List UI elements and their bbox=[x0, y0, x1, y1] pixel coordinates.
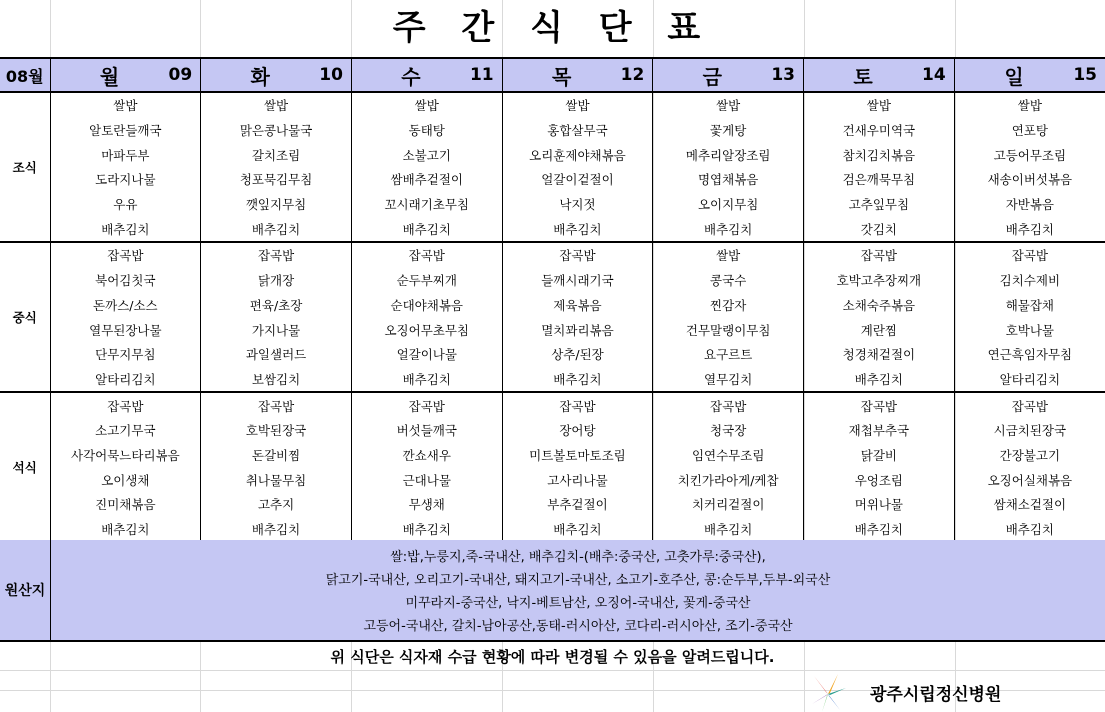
menu-item: 알타리김치 bbox=[954, 367, 1105, 393]
meal-label: 석식 bbox=[0, 392, 50, 542]
menu-item: 쌀밥 bbox=[351, 92, 502, 118]
day-header-0 bbox=[50, 58, 201, 92]
menu-item: 잡곡밥 bbox=[201, 242, 352, 268]
menu-item: 진미채볶음 bbox=[50, 492, 201, 517]
day-name: 화 bbox=[250, 64, 270, 89]
menu-item: 꽃게탕 bbox=[653, 118, 804, 143]
menu-item: 근대나물 bbox=[351, 467, 502, 492]
menu-item: 소채숙주볶음 bbox=[804, 293, 955, 318]
day-date: 15 bbox=[1073, 65, 1097, 85]
menu-item: 잡곡밥 bbox=[954, 242, 1105, 268]
menu-item: 잡곡밥 bbox=[50, 242, 201, 268]
origin-section bbox=[0, 540, 1105, 642]
origin-label: 원산지 bbox=[0, 540, 51, 640]
menu-item: 김치수제비 bbox=[954, 268, 1105, 293]
menu-item: 잡곡밥 bbox=[351, 392, 502, 418]
menu-item: 열무된장나물 bbox=[50, 317, 201, 342]
menu-item: 얼갈이겉절이 bbox=[502, 167, 653, 192]
menu-item: 갈치조림 bbox=[201, 142, 352, 167]
table-row bbox=[0, 293, 1105, 318]
menu-item: 쌈채소겉절이 bbox=[954, 492, 1105, 517]
menu-item: 과일샐러드 bbox=[201, 342, 352, 367]
menu-item: 잡곡밥 bbox=[653, 392, 804, 418]
origin-line: 닭고기-국내산, 오리고기-국내산, 돼지고기-국내산, 소고기-호주산, 콩:순두부,두부-외국산 bbox=[325, 573, 831, 588]
menu-item: 잡곡밥 bbox=[351, 242, 502, 268]
menu-item: 배추김치 bbox=[653, 216, 804, 242]
menu-item: 머위나물 bbox=[804, 492, 955, 517]
menu-item: 치커리겉절이 bbox=[653, 492, 804, 517]
menu-item: 임연수무조림 bbox=[653, 443, 804, 468]
table-row bbox=[0, 392, 1105, 418]
menu-item: 청경채겉절이 bbox=[804, 342, 955, 367]
menu-item: 낙지젓 bbox=[502, 192, 653, 217]
menu-item: 소고기무국 bbox=[50, 418, 201, 443]
menu-item: 닭갈비 bbox=[804, 443, 955, 468]
menu-item: 깐쇼새우 bbox=[351, 443, 502, 468]
menu-item: 콩국수 bbox=[653, 268, 804, 293]
menu-item: 편육/초장 bbox=[201, 293, 352, 318]
menu-item: 배추김치 bbox=[351, 367, 502, 393]
menu-item: 자반볶음 bbox=[954, 192, 1105, 217]
day-header-4 bbox=[653, 58, 804, 92]
menu-item: 동태탕 bbox=[351, 118, 502, 143]
menu-item: 취나물무침 bbox=[201, 467, 352, 492]
notice-text: 위 식단은 식자재 수급 현황에 따라 변경될 수 있음을 알려드립니다. bbox=[330, 648, 775, 666]
menu-item: 열무김치 bbox=[653, 367, 804, 393]
menu-item: 미트볼토마토조림 bbox=[502, 443, 653, 468]
menu-item: 홍합살무국 bbox=[502, 118, 653, 143]
hospital-logo-icon bbox=[808, 672, 848, 712]
menu-item: 오이생채 bbox=[50, 467, 201, 492]
menu-item: 쌀밥 bbox=[653, 92, 804, 118]
weekly-menu-table bbox=[0, 57, 1105, 543]
menu-item: 배추김치 bbox=[804, 517, 955, 543]
menu-item: 계란찜 bbox=[804, 317, 955, 342]
table-row bbox=[0, 216, 1105, 242]
page-title: 주 간 식 단 표 bbox=[392, 8, 713, 48]
day-name: 토 bbox=[853, 64, 873, 89]
menu-item: 건새우미역국 bbox=[804, 118, 955, 143]
menu-item: 깻잎지무침 bbox=[201, 192, 352, 217]
origin-lines bbox=[51, 540, 1105, 640]
day-header-5 bbox=[804, 58, 955, 92]
menu-item: 호박고추장찌개 bbox=[804, 268, 955, 293]
menu-item: 배추김치 bbox=[954, 517, 1105, 543]
menu-item: 맑은콩나물국 bbox=[201, 118, 352, 143]
menu-item: 검은깨묵무침 bbox=[804, 167, 955, 192]
day-name: 목 bbox=[551, 64, 572, 89]
menu-item: 갓김치 bbox=[804, 216, 955, 242]
menu-item: 잡곡밥 bbox=[50, 392, 201, 418]
menu-item: 재첩부추국 bbox=[804, 418, 955, 443]
menu-item: 꼬시래기초무침 bbox=[351, 192, 502, 217]
month-label: 08월 bbox=[0, 58, 50, 92]
menu-item: 사각어묵느타리볶음 bbox=[50, 443, 201, 468]
table-row bbox=[0, 443, 1105, 468]
table-row bbox=[0, 118, 1105, 143]
menu-item: 연근흑임자무침 bbox=[954, 342, 1105, 367]
menu-item: 우엉조림 bbox=[804, 467, 955, 492]
menu-item: 간장불고기 bbox=[954, 443, 1105, 468]
menu-item: 배추김치 bbox=[502, 517, 653, 543]
origin-line: 고등어-국내산, 갈치-남아공산,동태-러시아산, 코다리-러시아산, 조기-중국산 bbox=[363, 619, 793, 634]
day-header-2 bbox=[351, 58, 502, 92]
menu-item: 쌀밥 bbox=[502, 92, 653, 118]
menu-item: 무생채 bbox=[351, 492, 502, 517]
table-row bbox=[0, 467, 1105, 492]
gridline bbox=[0, 670, 1105, 671]
menu-item: 닭개장 bbox=[201, 268, 352, 293]
menu-item: 잡곡밥 bbox=[502, 242, 653, 268]
menu-item: 호박된장국 bbox=[201, 418, 352, 443]
table-row bbox=[0, 142, 1105, 167]
menu-item: 알토란들깨국 bbox=[50, 118, 201, 143]
day-header-6 bbox=[954, 58, 1105, 92]
menu-item: 얼갈이나물 bbox=[351, 342, 502, 367]
menu-item: 잡곡밥 bbox=[804, 242, 955, 268]
menu-item: 메추리알장조림 bbox=[653, 142, 804, 167]
day-date: 09 bbox=[168, 65, 193, 85]
menu-item: 상추/된장 bbox=[502, 342, 653, 367]
menu-item: 순대야채볶음 bbox=[351, 293, 502, 318]
menu-item: 건무말랭이무침 bbox=[653, 317, 804, 342]
menu-item: 돈까스/소스 bbox=[50, 293, 201, 318]
menu-item: 마파두부 bbox=[50, 142, 201, 167]
menu-item: 부추겉절이 bbox=[502, 492, 653, 517]
day-date: 10 bbox=[319, 65, 343, 85]
menu-item: 장어탕 bbox=[502, 418, 653, 443]
menu-item: 쌀밥 bbox=[50, 92, 201, 118]
menu-item: 배추김치 bbox=[804, 367, 955, 393]
day-date: 14 bbox=[922, 65, 946, 85]
menu-item: 잡곡밥 bbox=[201, 392, 352, 418]
table-row bbox=[0, 517, 1105, 543]
table-row bbox=[0, 242, 1105, 268]
day-date: 12 bbox=[620, 65, 645, 85]
menu-item: 요구르트 bbox=[653, 342, 804, 367]
menu-item: 청국장 bbox=[653, 418, 804, 443]
menu-item: 쌈배추겉절이 bbox=[351, 167, 502, 192]
menu-item: 도라지나물 bbox=[50, 167, 201, 192]
table-row bbox=[0, 342, 1105, 367]
menu-item: 오징어실채볶음 bbox=[954, 467, 1105, 492]
menu-item: 고등어무조림 bbox=[954, 142, 1105, 167]
day-date: 11 bbox=[469, 65, 494, 85]
menu-item: 배추김치 bbox=[201, 517, 352, 543]
menu-item: 배추김치 bbox=[351, 517, 502, 543]
menu-item: 오이지무침 bbox=[653, 192, 804, 217]
menu-item: 잡곡밥 bbox=[804, 392, 955, 418]
menu-item: 연포탕 bbox=[954, 118, 1105, 143]
table-row bbox=[0, 317, 1105, 342]
menu-item: 해물잡채 bbox=[954, 293, 1105, 318]
menu-item: 가지나물 bbox=[201, 317, 352, 342]
menu-item: 참치김치볶음 bbox=[804, 142, 955, 167]
origin-line: 미꾸라지-중국산, 낙지-베트남산, 오징어-국내산, 꽃게-중국산 bbox=[405, 596, 751, 611]
table-row bbox=[0, 92, 1105, 118]
menu-item: 찐감자 bbox=[653, 293, 804, 318]
menu-item: 배추김치 bbox=[502, 367, 653, 393]
menu-item: 새송이버섯볶음 bbox=[954, 167, 1105, 192]
menu-item: 배추김치 bbox=[954, 216, 1105, 242]
menu-item: 배추김치 bbox=[351, 216, 502, 242]
menu-item: 오리훈제야채볶음 bbox=[502, 142, 653, 167]
menu-item: 순두부찌개 bbox=[351, 268, 502, 293]
day-name: 월 bbox=[99, 64, 120, 89]
day-date: 13 bbox=[771, 65, 796, 85]
menu-item: 소불고기 bbox=[351, 142, 502, 167]
table-row bbox=[0, 192, 1105, 217]
day-name: 금 bbox=[702, 64, 722, 89]
menu-item: 치킨가라아게/케찹 bbox=[653, 467, 804, 492]
table-row bbox=[0, 418, 1105, 443]
menu-item: 배추김치 bbox=[50, 517, 201, 543]
menu-item: 버섯들깨국 bbox=[351, 418, 502, 443]
hospital-name: 광주시립정신병원 bbox=[870, 685, 1002, 705]
menu-item: 북어김칫국 bbox=[50, 268, 201, 293]
menu-item: 배추김치 bbox=[653, 517, 804, 543]
menu-item: 돈갈비찜 bbox=[201, 443, 352, 468]
table-row bbox=[0, 367, 1105, 393]
menu-item: 멸치꽈리볶음 bbox=[502, 317, 653, 342]
menu-item: 고추지 bbox=[201, 492, 352, 517]
menu-item: 배추김치 bbox=[50, 216, 201, 242]
menu-item: 명엽채볶음 bbox=[653, 167, 804, 192]
menu-item: 오징어무초무침 bbox=[351, 317, 502, 342]
meal-label: 중식 bbox=[0, 242, 50, 392]
menu-item: 고사리나물 bbox=[502, 467, 653, 492]
menu-item: 단무지무침 bbox=[50, 342, 201, 367]
menu-item: 보쌈김치 bbox=[201, 367, 352, 393]
table-row bbox=[0, 167, 1105, 192]
menu-item: 시금치된장국 bbox=[954, 418, 1105, 443]
menu-item: 쌀밥 bbox=[201, 92, 352, 118]
day-name: 일 bbox=[1004, 64, 1024, 89]
menu-item: 청포묵김무침 bbox=[201, 167, 352, 192]
menu-item: 쌀밥 bbox=[653, 242, 804, 268]
menu-item: 잡곡밥 bbox=[954, 392, 1105, 418]
day-header-3 bbox=[502, 58, 653, 92]
meal-label: 조식 bbox=[0, 92, 50, 242]
menu-item: 들깨시래기국 bbox=[502, 268, 653, 293]
menu-item: 호박나물 bbox=[954, 317, 1105, 342]
menu-item: 잡곡밥 bbox=[502, 392, 653, 418]
menu-item: 배추김치 bbox=[502, 216, 653, 242]
menu-item: 배추김치 bbox=[201, 216, 352, 242]
menu-item: 쌀밥 bbox=[804, 92, 955, 118]
menu-item: 우유 bbox=[50, 192, 201, 217]
menu-item: 제육볶음 bbox=[502, 293, 653, 318]
origin-line: 쌀:밥,누룽지,죽-국내산, 배추김치-(배추:중국산, 고춧가루:중국산), bbox=[390, 550, 766, 565]
day-header-1 bbox=[201, 58, 352, 92]
table-row bbox=[0, 268, 1105, 293]
table-row bbox=[0, 492, 1105, 517]
menu-item: 알타리김치 bbox=[50, 367, 201, 393]
day-header-row bbox=[0, 58, 1105, 92]
menu-item: 고추잎무침 bbox=[804, 192, 955, 217]
day-name: 수 bbox=[401, 64, 421, 89]
menu-item: 쌀밥 bbox=[954, 92, 1105, 118]
